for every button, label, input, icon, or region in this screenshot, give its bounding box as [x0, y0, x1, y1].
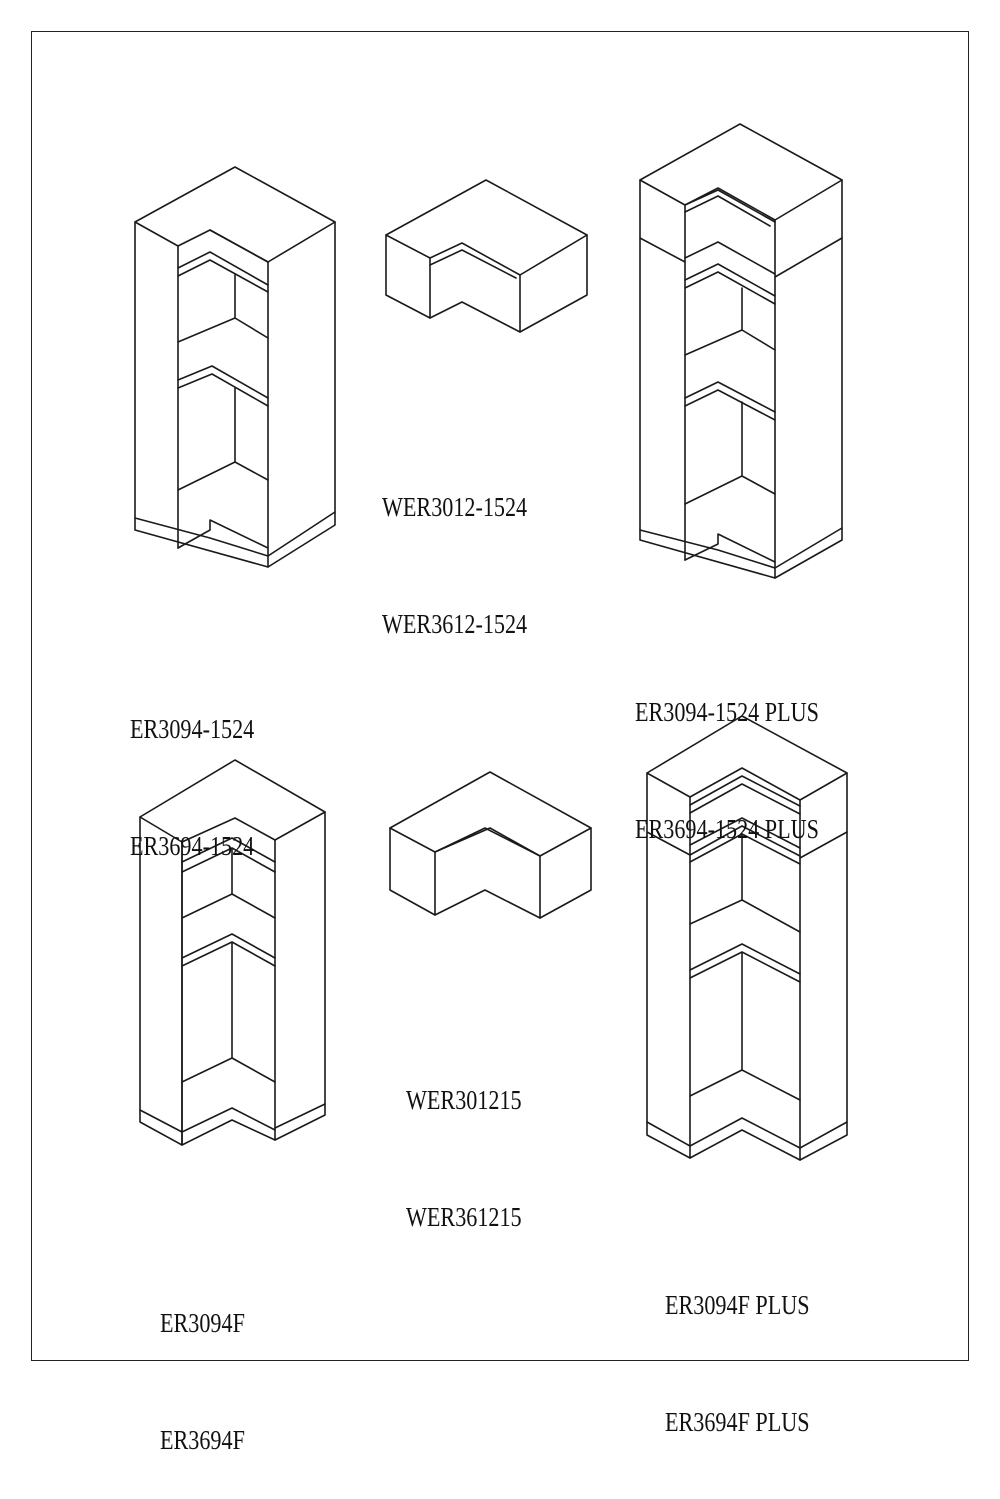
code-line: WER3012-1524: [382, 492, 528, 522]
code-line: ER3094-1524 PLUS: [635, 697, 819, 727]
corner-cabinet-er3094-1524-plus: [640, 124, 842, 578]
code-line: WER361215: [406, 1202, 522, 1232]
label-wer3012-1524: [382, 410, 527, 683]
wall-corner-wer3012-1524: [386, 180, 587, 332]
code-line: WER301215: [406, 1085, 522, 1115]
label-er3094f: [160, 1226, 245, 1499]
code-line: ER3094F PLUS: [665, 1290, 810, 1320]
code-line: ER3694-1524 PLUS: [635, 814, 819, 844]
label-wer301215: [406, 1003, 522, 1276]
code-line: ER3694F: [160, 1425, 245, 1455]
wall-corner-wer301215: [390, 772, 591, 918]
code-line: ER3694F PLUS: [665, 1407, 810, 1437]
corner-cabinet-er3094-1524: [135, 167, 335, 567]
code-line: ER3694-1524: [130, 831, 255, 861]
label-er3094f-plus: [665, 1208, 810, 1481]
code-line: ER3094F: [160, 1308, 245, 1338]
code-line: ER3094-1524: [130, 714, 255, 744]
label-er3094-1524-plus: [635, 615, 819, 888]
label-er3094-1524: [130, 632, 254, 905]
code-line: WER3612-1524: [382, 609, 528, 639]
